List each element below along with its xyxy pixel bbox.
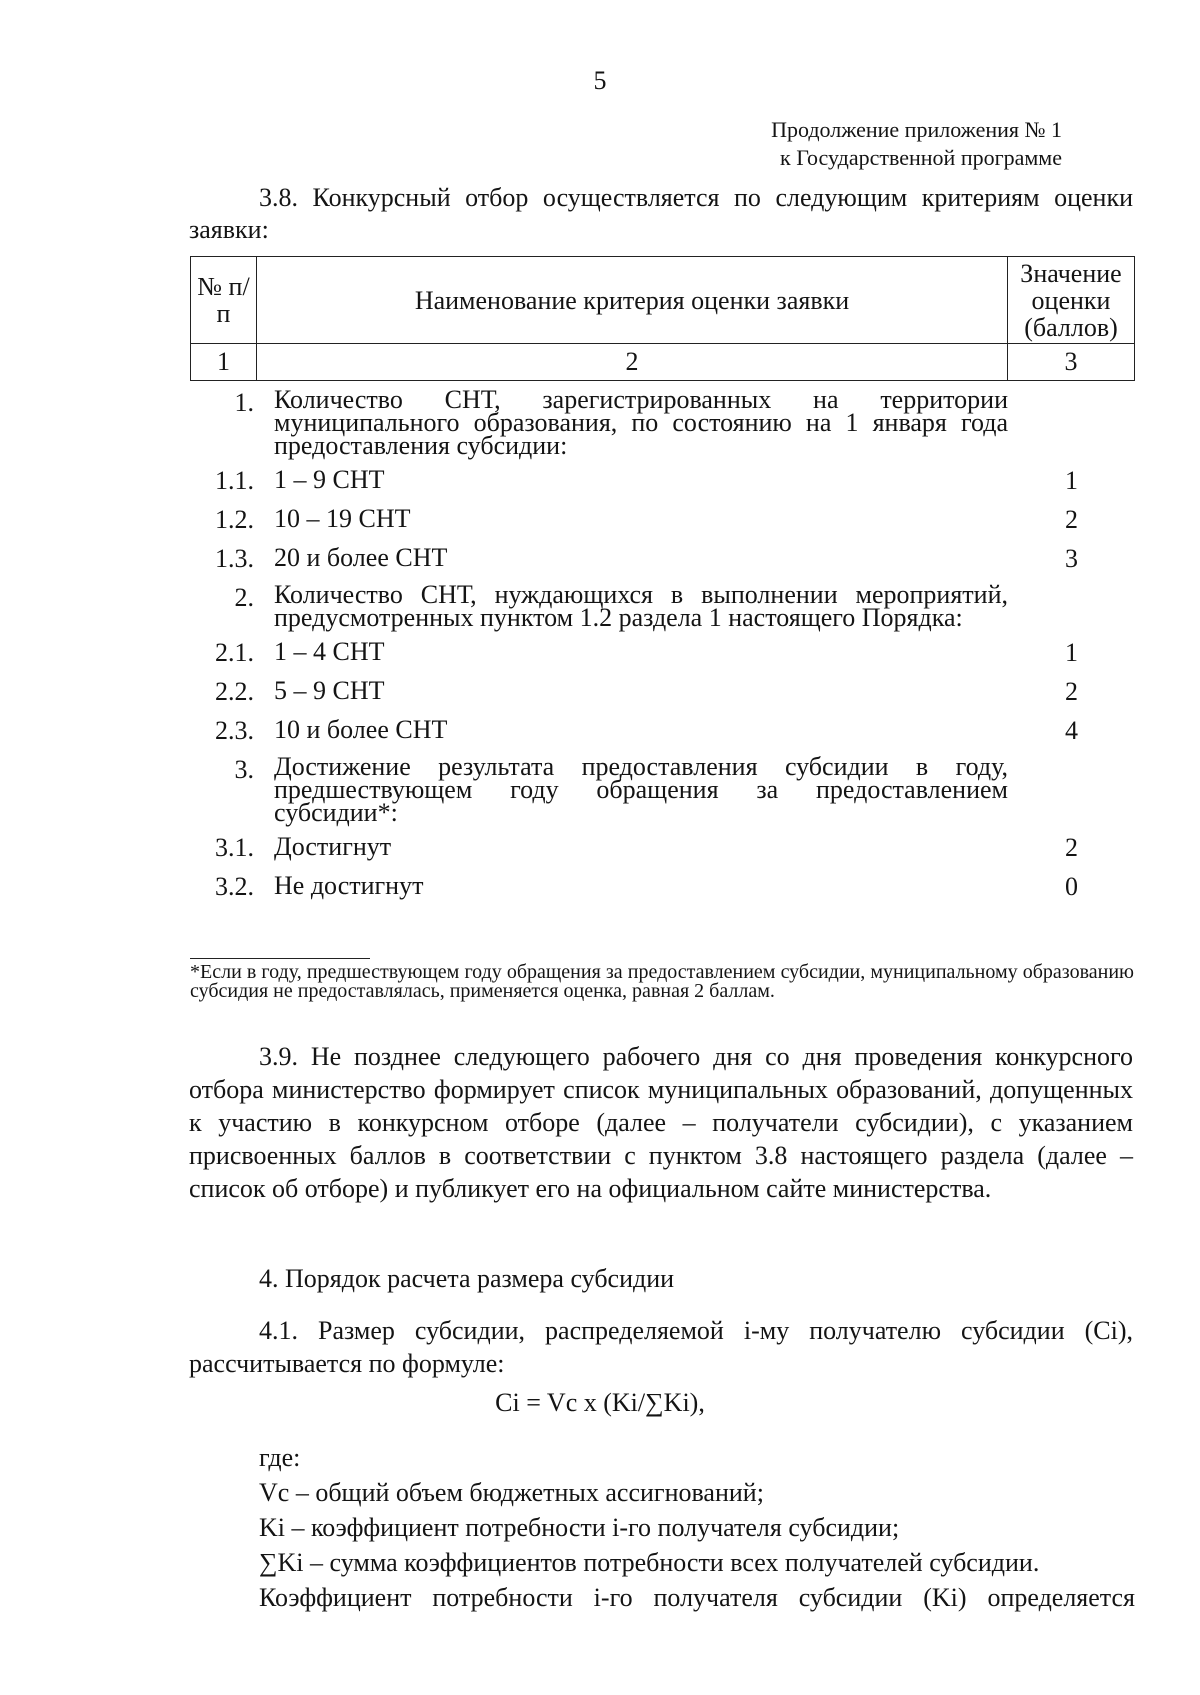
definition-sum-ki: ∑Ki – сумма коэффициентов потребности всех получателей субсидии. <box>259 1548 1040 1577</box>
header-col-criterion: Наименование критерия оценки заявки <box>256 257 1007 344</box>
criterion-score: 0 <box>1065 872 1078 901</box>
paragraph-4-1: 4.1. Размер субсидии, распределяемой i-му получателю субсидии (Сi), рассчитывается по формуле: <box>189 1316 1133 1378</box>
criteria-row <box>190 580 1135 632</box>
criterion-text: 10 и более СНТ <box>274 715 448 744</box>
header-num-3: 3 <box>1008 344 1135 381</box>
definition-vc: Vc – общий объем бюджетных ассигнований; <box>259 1478 764 1507</box>
criteria-row <box>190 638 1135 668</box>
criterion-number: 2.1. <box>215 638 254 667</box>
criterion-text: 1 – 4 СНТ <box>274 637 385 666</box>
criterion-number: 2.3. <box>215 716 254 745</box>
criterion-number: 3. <box>234 755 254 784</box>
section-heading-4: 4. Порядок расчета размера субсидии <box>259 1264 675 1293</box>
criterion-number: 1.1. <box>215 466 254 495</box>
criterion-score: 2 <box>1065 677 1078 706</box>
criterion-number: 3.1. <box>215 833 254 862</box>
criterion-number: 2.2. <box>215 677 254 706</box>
criteria-row <box>190 505 1135 535</box>
criteria-table-header <box>190 256 1135 381</box>
criterion-number: 1.3. <box>215 544 254 573</box>
criteria-row <box>190 385 1135 460</box>
criterion-score: 2 <box>1065 833 1078 862</box>
criterion-number: 1. <box>234 388 254 417</box>
footnote-divider <box>190 958 370 959</box>
paragraph-3-8: 3.8. Конкурсный отбор осуществляется по следующим критериям оценки заявки: <box>189 183 1133 244</box>
criterion-number: 3.2. <box>215 872 254 901</box>
appendix-note <box>771 116 1062 172</box>
criterion-score: 1 <box>1065 638 1078 667</box>
criterion-score: 3 <box>1065 544 1078 573</box>
footnote: *Если в году, предшествующем году обращения за предоставлением субсидии, муниципальному образованию субсидия не предоставлялась, применяется оценка, равная 2 баллам. <box>190 961 1134 1002</box>
criterion-number: 1.2. <box>215 505 254 534</box>
criterion-text: Количество СНТ, нуждающихся в выполнении мероприятий, предусмотренных пунктом 1.2 раздела 1 настоящего Порядка: <box>274 580 1008 632</box>
criterion-score: 4 <box>1065 716 1078 745</box>
criteria-row <box>190 544 1135 574</box>
criteria-row <box>190 833 1135 863</box>
criterion-text: Количество СНТ, зарегистрированных на территории муниципального образования, по состоянию на 1 января года предоставления субсидии: <box>274 385 1008 460</box>
page-number: 5 <box>593 66 607 95</box>
criterion-text: 5 – 9 СНТ <box>274 676 385 705</box>
criteria-list <box>190 385 1135 911</box>
header-num-2: 2 <box>256 344 1007 381</box>
criteria-row <box>190 716 1135 746</box>
criterion-score: 2 <box>1065 505 1078 534</box>
appendix-note-line-2: к Государственной программе <box>780 145 1062 170</box>
subsidy-formula: Сi = Vc x (Ki/∑Ki), <box>495 1388 705 1417</box>
paragraph-3-9: 3.9. Не позднее следующего рабочего дня со дня проведения конкурсного отбора министерство формирует список муниципальных образований, допущенных к участию в конкурсном отборе (далее – получатели субсидии), с указанием присвоенных баллов в соответствии с пунктом 3.8 настоящего раздела (далее – список об отборе) и публикует его на официальном сайте министерства. <box>189 1042 1133 1203</box>
appendix-note-line-1: Продолжение приложения № 1 <box>771 117 1062 142</box>
header-num-1: 1 <box>191 344 257 381</box>
header-col-number: № п/п <box>191 257 257 344</box>
header-col-score: Значение оценки (баллов) <box>1008 257 1135 344</box>
criteria-row <box>190 466 1135 496</box>
criterion-text: Не достигнут <box>274 871 424 900</box>
criterion-text: 20 и более СНТ <box>274 543 448 572</box>
criteria-row <box>190 872 1135 902</box>
criterion-text: Достигнут <box>274 832 392 861</box>
criterion-number: 2. <box>234 583 254 612</box>
criterion-text: 1 – 9 СНТ <box>274 465 385 494</box>
criterion-score: 1 <box>1065 466 1078 495</box>
paragraph-coefficient-start: Коэффициент потребности i-го получателя субсидии (Ki) определяется <box>259 1583 1135 1612</box>
criterion-text: Достижение результата предоставления субсидии в году, предшествующем году обращения за предоставлением субсидии*: <box>274 752 1008 827</box>
criteria-row <box>190 677 1135 707</box>
criterion-text: 10 – 19 СНТ <box>274 504 411 533</box>
definition-ki: Ki – коэффициент потребности i-го получателя субсидии; <box>259 1513 900 1542</box>
criteria-row <box>190 752 1135 827</box>
where-label: где: <box>259 1443 301 1472</box>
